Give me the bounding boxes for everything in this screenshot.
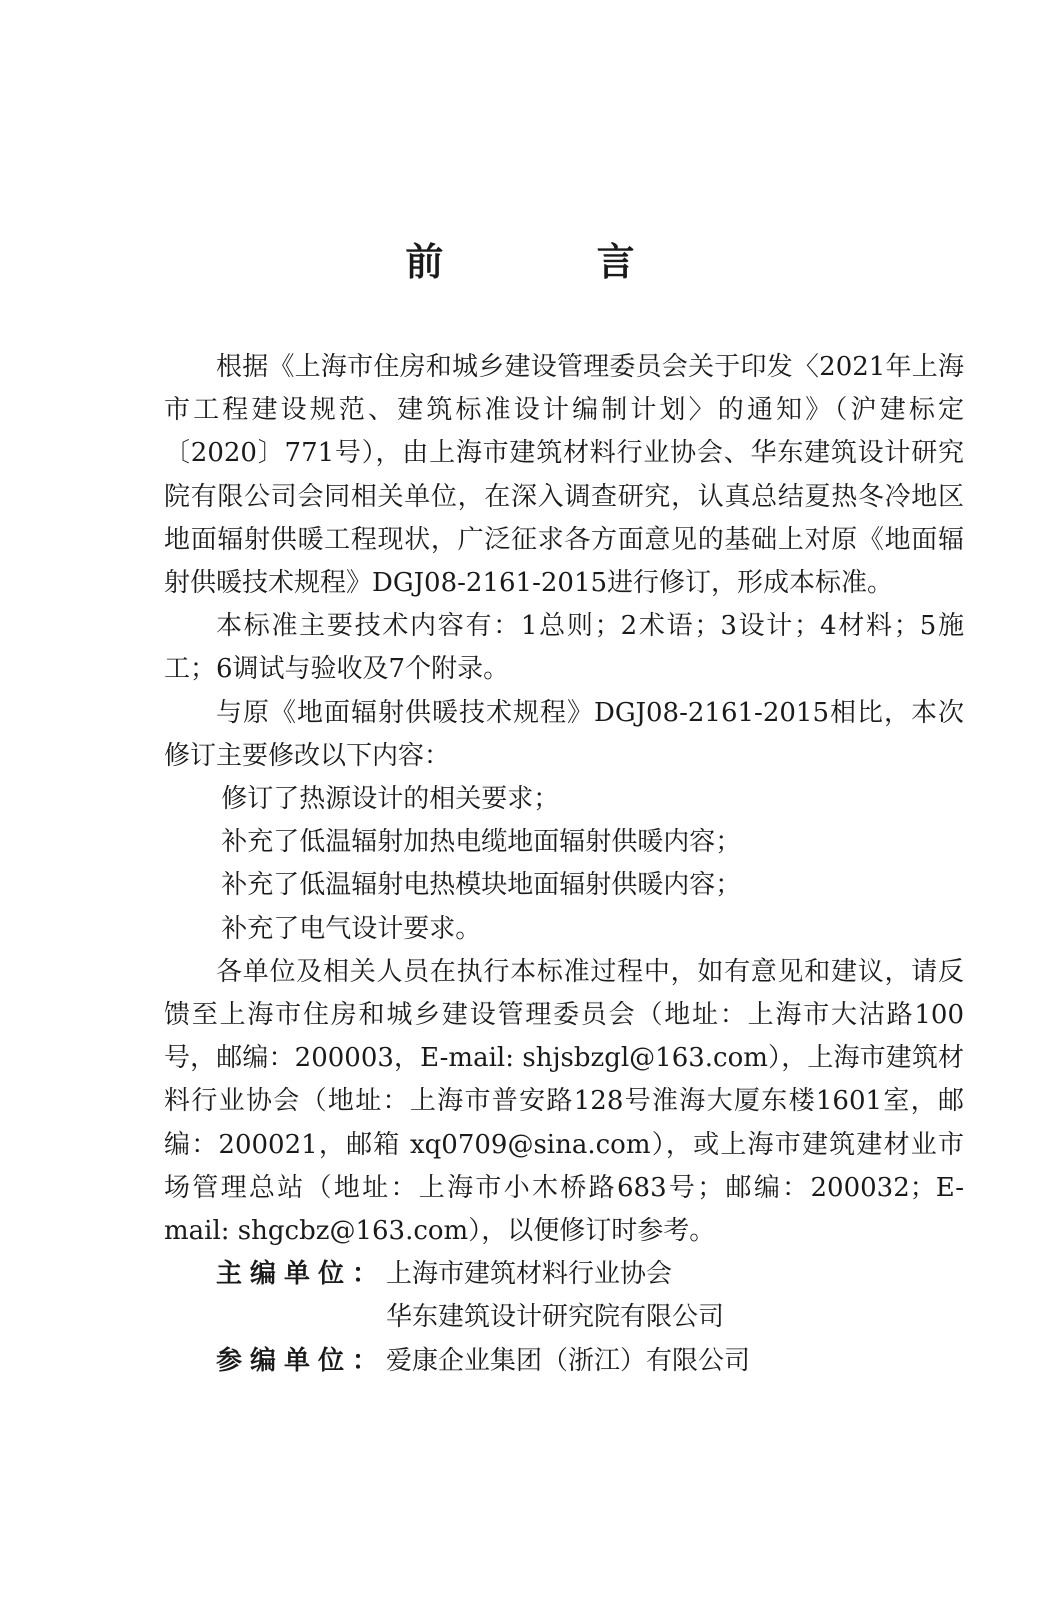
revision-item: 修订了热源设计的相关要求；: [221, 784, 560, 815]
paragraph-main-content: 本标准主要技术内容有：1总则；2术语；3设计；4材料；5施工；6调试与验收及7个附录。: [164, 611, 964, 685]
paragraph-basis: 根据《上海市住房和城乡建设管理委员会关于印发〈2021年上海市工程建设规范、建筑标准设计编制计划〉的通知》（沪建标定〔2020〕771号），由上海市建筑材料行业协会、华东建筑设计研究院有限公司会同相关单位，在深入调查研究，认真总结夏热冬冷地区地面辐射供暖工程现状，广泛征求各方面意见的基础上对原《地面辐射供暖技术规程》DGJ08-2161-2015进行修订，形成本标准。: [164, 352, 964, 599]
revision-item: 补充了低温辐射加热电缆地面辐射供暖内容；: [221, 827, 742, 858]
page-title: 前 言: [405, 240, 705, 284]
unit-name: 华东建筑设计研究院有限公司: [386, 1302, 725, 1333]
chief-editor-names: [386, 1253, 724, 1339]
chief-editor-units: [164, 1253, 964, 1339]
revision-item: 补充了电气设计要求。: [221, 913, 482, 944]
paragraph-comparison: 与原《地面辐射供暖技术规程》DGJ08-2161-2015相比，本次修订主要修改以下内容：: [164, 697, 964, 771]
unit-name: 上海市建筑材料行业协会: [386, 1259, 673, 1290]
participating-units: [164, 1340, 964, 1383]
unit-name: 爱康企业集团（浙江）有限公司: [386, 1345, 751, 1376]
editing-units: [164, 1253, 964, 1383]
chief-editor-label: 主编单位：: [216, 1259, 387, 1290]
revision-item: 补充了低温辐射电热模块地面辐射供暖内容；: [221, 870, 742, 901]
participating-label: 参编单位：: [216, 1345, 387, 1376]
preface-body: [164, 346, 964, 1383]
paragraph-feedback: 各单位及相关人员在执行本标准过程中，如有意见和建议，请反馈至上海市住房和城乡建设管理委员会（地址：上海市大沽路100号，邮编：200003，E-mail: shjsbzgl@163.com），上海市建筑材料行业协会（地址：上海市普安路128号淮海大厦东楼1601室，邮编：200021，邮箱 xq0709@sina.com），或上海市建筑建材业市场管理总站（地址：上海市小木桥路683号；邮编：200032；E-mail: shgcbz@163.com），以便修订时参考。: [164, 956, 964, 1247]
participating-names: [386, 1340, 750, 1383]
